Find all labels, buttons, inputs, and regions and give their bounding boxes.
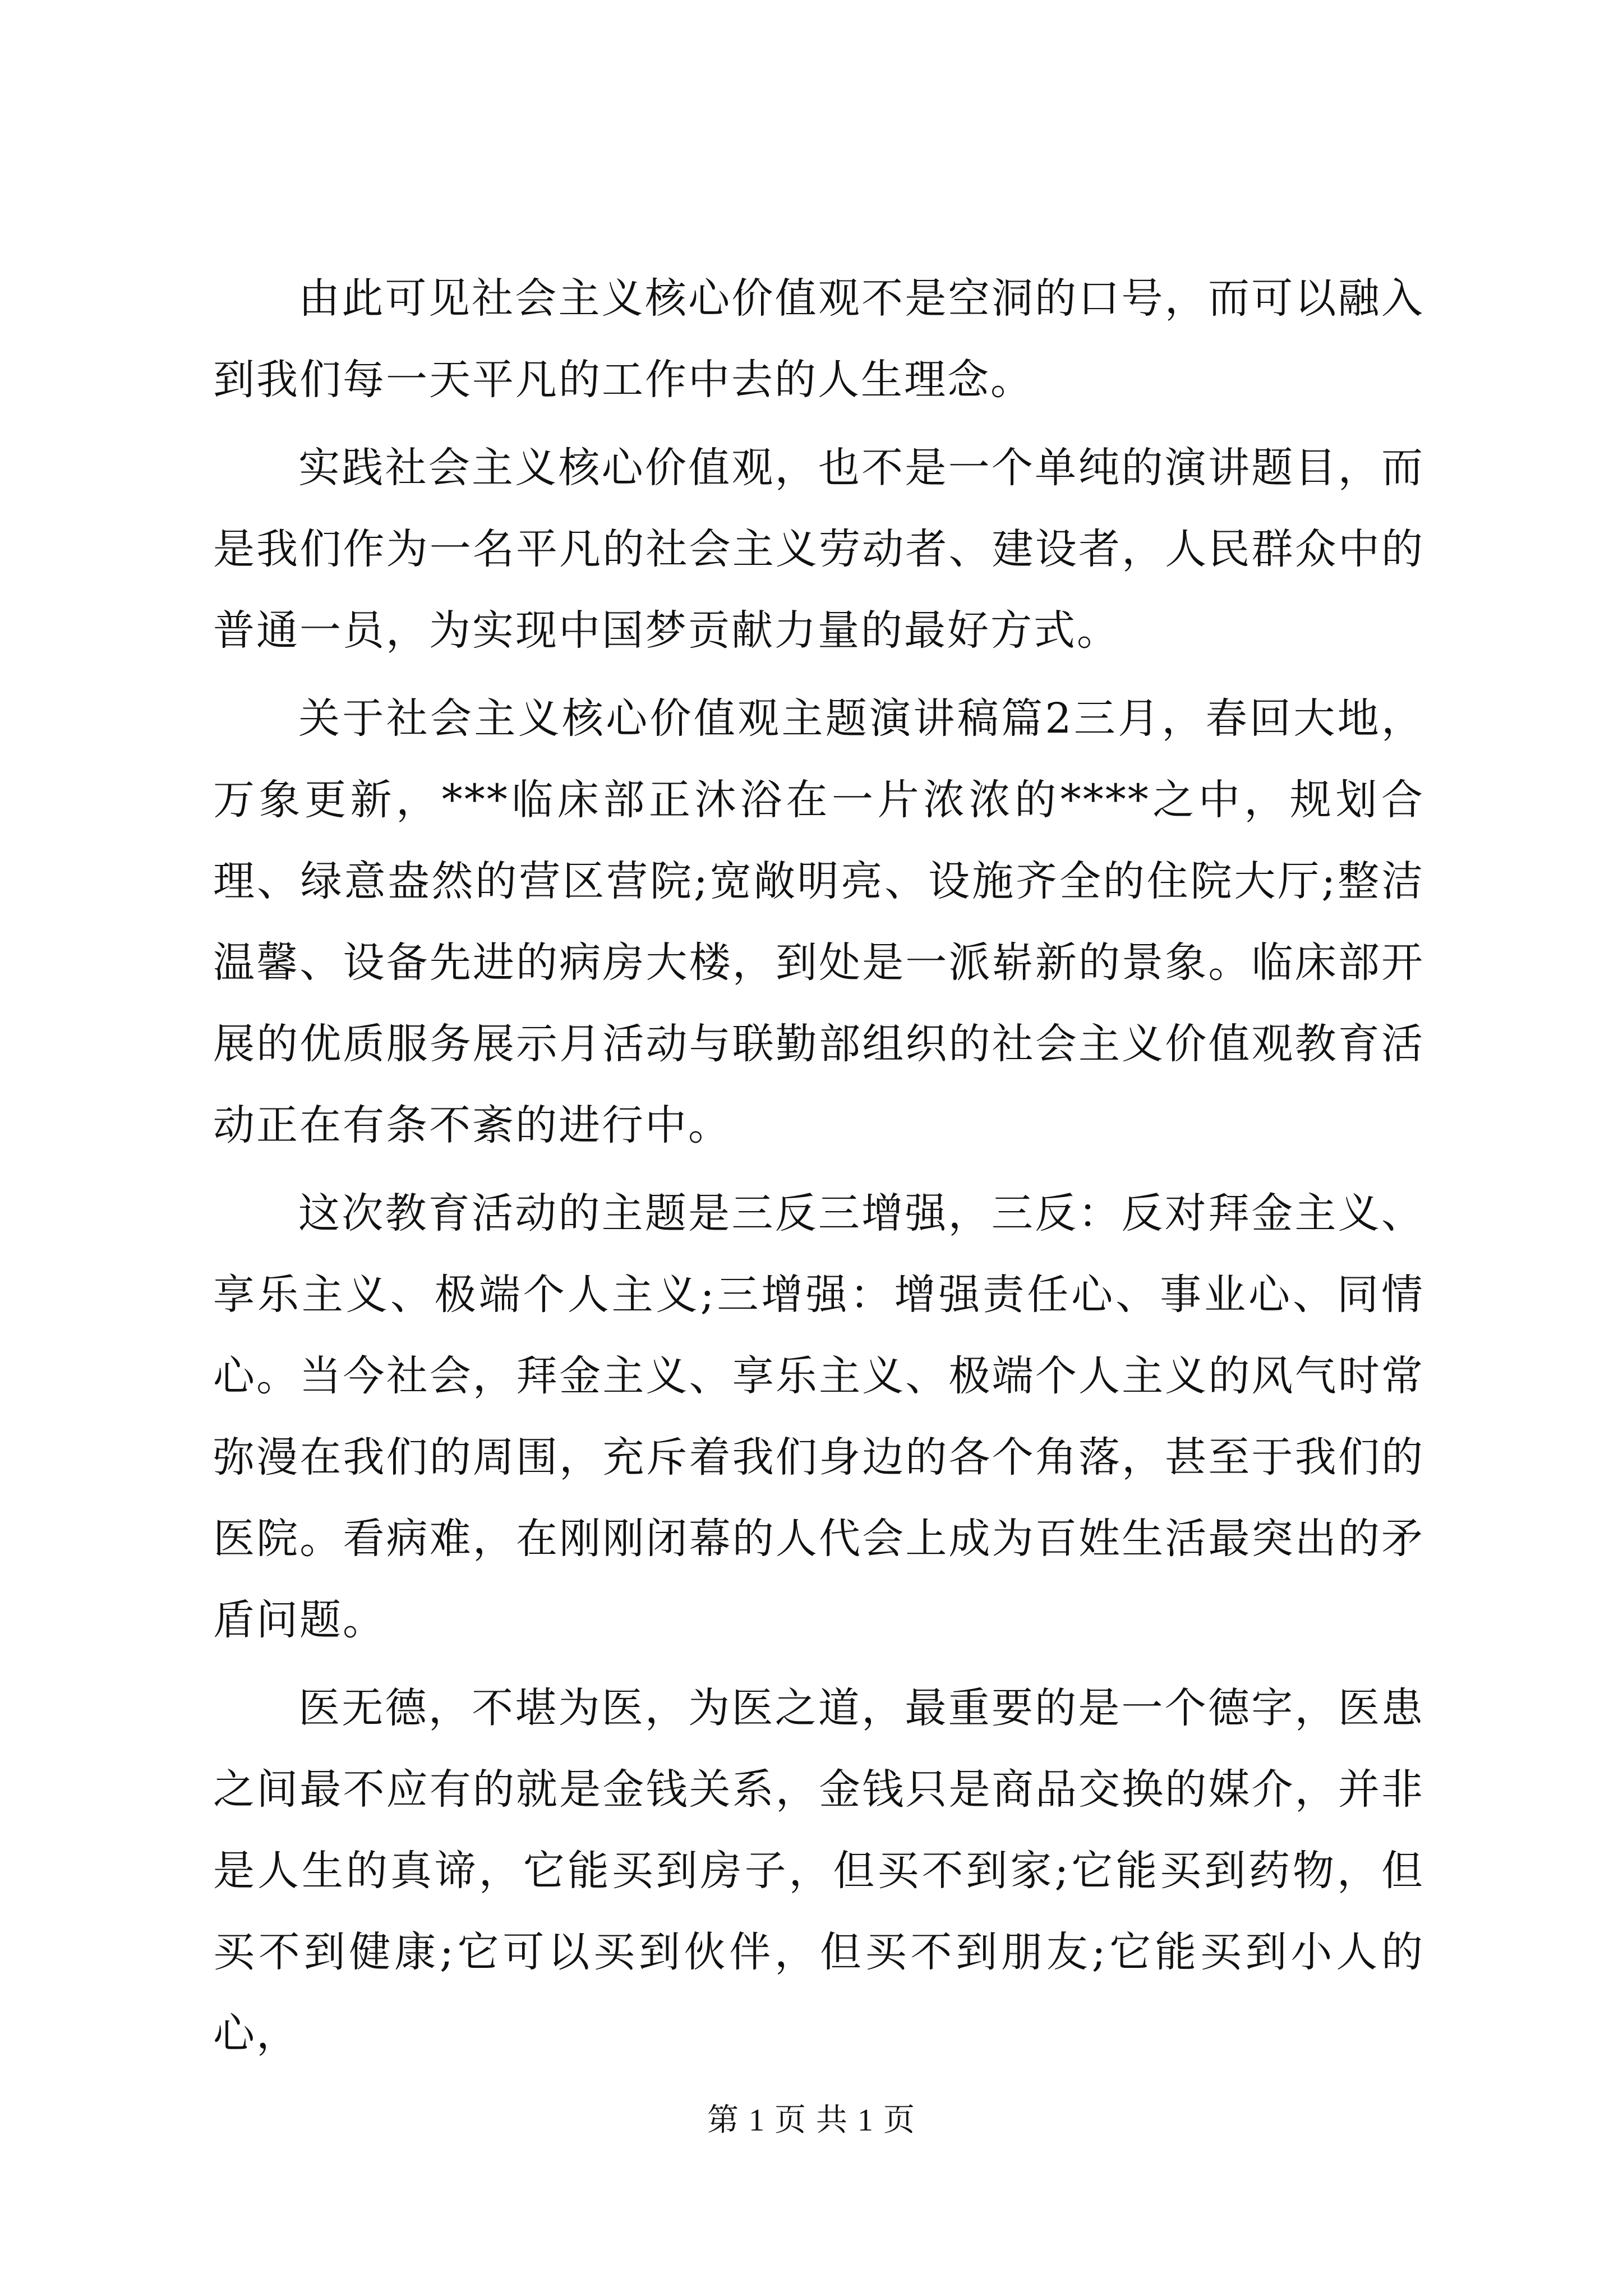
paragraph-2: 实践社会主义核心价值观，也不是一个单纯的演讲题目，而是我们作为一名平凡的社会主义劳动者、建设者，人民群众中的普通一员，为实现中国梦贡献力量的最好方式。 [213,444,1424,655]
paragraph-3: 关于社会主义核心价值观主题演讲稿篇2三月，春回大地，万象更新，***临床部正沐浴在一片浓浓的****之中，规划合理、绿意盎然的营区营院;宽敞明亮、设施齐全的住院大厅;整洁温馨、设备先进的病房大楼，到处是一派崭新的景象。临床部开展的优质服务展示月活动与联勤部组织的社会主义价值观教育活动正在有条不紊的进行中。 [213,694,1424,1149]
document-body [213,258,1424,2081]
paragraph-5: 医无德，不堪为医，为医之道，最重要的是一个德字，医患之间最不应有的就是金钱关系，金钱只是商品交换的媒介，并非是人生的真谛，它能买到房子，但买不到家;它能买到药物，但买不到健康;它可以买到伙伴，但买不到朋友;它能买到小人的心， [213,1684,1424,2058]
page-footer: 第 1 页 共 1 页 [707,2103,916,2138]
paragraph-1: 由此可见社会主义核心价值观不是空洞的口号，而可以融入到我们每一天平凡的工作中去的人生理念。 [213,274,1424,404]
paragraph-4: 这次教育活动的主题是三反三增强，三反：反对拜金主义、享乐主义、极端个人主义;三增强：增强责任心、事业心、同情心。当今社会，拜金主义、享乐主义、极端个人主义的风气时常弥漫在我们的周围，充斥着我们身边的各个角落，甚至于我们的医院。看病难，在刚刚闭幕的人代会上成为百姓生活最突出的矛盾问题。 [213,1189,1424,1644]
